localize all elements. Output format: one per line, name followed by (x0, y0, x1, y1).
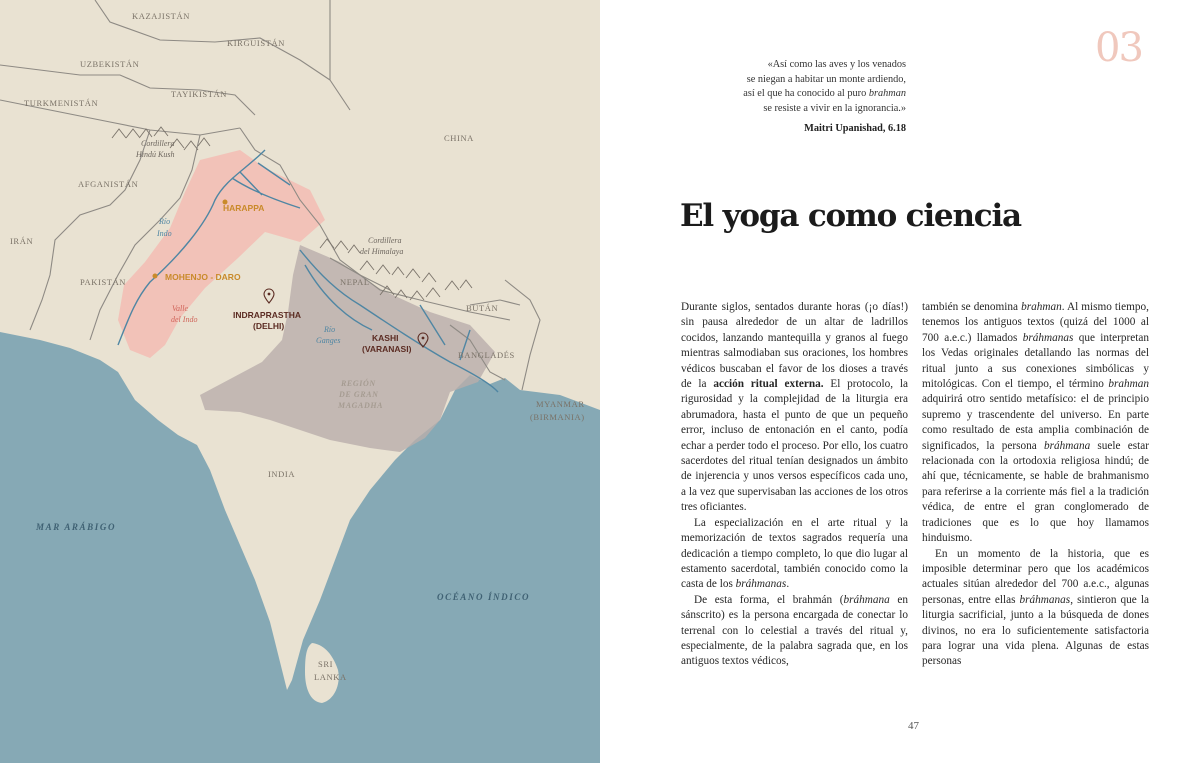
label-afganistan: AFGANISTÁN (78, 179, 139, 189)
label-china: CHINA (444, 133, 474, 143)
label-rio-indo-2: Indo (157, 229, 172, 238)
label-himalaya-2: del Himalaya (360, 247, 404, 256)
label-myanmar: MYANMAR (536, 399, 585, 409)
label-hindu-kush-1: Cordillera (141, 139, 175, 148)
label-nepal: NEPAL (340, 277, 370, 287)
label-tayikistan: TAYIKISTÁN (171, 89, 228, 99)
chapter-number: 03 (1095, 25, 1142, 71)
label-indraprastha: INDRAPRASTHA (233, 310, 301, 320)
epigraph-line-4: se resiste a vivir en la ignorancia.» (763, 102, 906, 114)
label-sri: SRI (318, 659, 334, 669)
label-region-3: MAGADHA (338, 401, 384, 410)
epigraph (690, 58, 906, 137)
epigraph-source: Maitri Upanishad, 6.18 (804, 123, 906, 134)
label-rio-indo-1: Río (159, 217, 171, 226)
paragraph: también se denomina brahman. Al mismo tiempo, tenemos los antiguos textos (quizá del 1000 al 700 a.e.c.) llamados bráhmanas que interpretan los Vedas originales detallando las normas del ritual junto a sus conexiones simbólicas y mitológicas. Con el tiempo, el término brahman adquirirá otro sentido metafísico: el de principio supremo y trascendente del universo. En parte como resultado de esta amplia combinación de significados, la persona bráhmana suele estar relacionada con la ortodoxia religiosa hindú; de ahí que, técnicamente, se hable de brahmanismo para referirse a la corriente más fiel a la tradición védica, de entre el gran conglomerado de tradiciones que es lo que hoy llamamos hinduismo. (922, 301, 1150, 545)
label-harappa: HARAPPA (223, 203, 265, 213)
label-valle-1: Valle (172, 304, 188, 313)
label-rio-ganges-1: Río (324, 325, 336, 334)
label-region-1: REGIÓN (341, 379, 376, 388)
label-mohenjo-daro: MOHENJO - DARO (165, 272, 241, 282)
paragraph: De esta forma, el brahmán (bráhmana en sánscrito) es la persona encargada de conectar lo terrenal con lo celestial a través del ritual y, especialmente, de la palabra sagrada que, en los antiguos textos védicos, (681, 593, 908, 668)
label-iran: IRÁN (10, 236, 34, 246)
indraprastha-pin-dot (268, 293, 271, 296)
label-lanka: LANKA (314, 672, 347, 682)
label-birmania: (BIRMANIA) (530, 412, 585, 422)
paragraph: En un momento de la historia, que es imposible determinar pero que los académicos actuales sitúan alrededor del 700 a.e.c., algunas personas, entre ellas bráhmanas, sintieron que la liturgia sacrificial, junto a la búsqueda de dones divinos, no era lo suficientemente satisfactoria para lograr una vida plena. Algunas de estas personas (922, 547, 1149, 668)
text-column-2 (922, 300, 1149, 670)
label-kazajistan: KAZAJISTÁN (132, 11, 190, 21)
label-varanasi: (VARANASI) (362, 344, 412, 354)
label-india: INDIA (268, 469, 296, 479)
label-banglades: BANGLADÉS (458, 350, 515, 360)
page-title: El yoga como ciencia (680, 198, 1021, 234)
page-number: 47 (908, 720, 919, 732)
label-himalaya-1: Cordillera (368, 236, 402, 245)
label-kashi: KASHI (372, 333, 399, 343)
label-oceano-indico: OCÉANO ÍNDICO (437, 592, 531, 602)
paragraph: Durante siglos, sentados durante horas (¡o días!) sin pausa alrededor de un altar de ladrillos cocidos, lanzando mantequilla y granos al fuego mientras salmodiaban sus oraciones, los hombres védicos buscaban el favor de los dioses a través de la acción ritual externa. El protocolo, la rigurosidad y la complejidad de la liturgia era abrumadora, hasta el punto de que un pequeño error, incluso de entonación en el canto, podía echar a perder todo el proceso. Por ello, los cuatro sacerdotes del ritual tenían designados un ámbito de injerencia y unos versos específicos cada uno, a la vez que supervisaban las acciones de los otros tres oficiantes. (681, 301, 908, 514)
label-butan: BUTÁN (466, 303, 499, 313)
text-page (600, 0, 1200, 763)
kashi-pin-dot (422, 337, 425, 340)
label-uzbekistan: UZBEKISTÁN (80, 59, 140, 69)
label-valle-2: del Indo (171, 315, 198, 324)
label-turkmenistan: TURKMENISTÁN (24, 98, 99, 108)
label-mar-arabigo: MAR ARÁBIGO (36, 522, 117, 532)
epigraph-line-1: «Así como las aves y los venados (767, 59, 906, 70)
label-rio-ganges-2: Ganges (316, 336, 341, 345)
label-kirguistan: KIRGUISTÁN (227, 38, 285, 48)
epigraph-line-3: así el que ha conocido al puro brahman (743, 88, 906, 99)
paragraph: La especialización en el arte ritual y la memorización de textos sagrados requería una dedicación a tiempo completo, lo que dio lugar al estamento sacerdotal, también conocido como la casta de los bráhmanas. (681, 516, 908, 591)
label-hindu-kush-2: Hindú Kush (136, 150, 175, 159)
epigraph-line-2: se niegan a habitar un monte ardiendo, (746, 73, 906, 85)
mohenjo-marker (153, 274, 158, 279)
label-region-2: DE GRAN (339, 390, 379, 399)
label-pakistan: PAKISTÁN (80, 277, 127, 287)
label-delhi: (DELHI) (253, 321, 285, 331)
text-column-1 (681, 300, 908, 670)
